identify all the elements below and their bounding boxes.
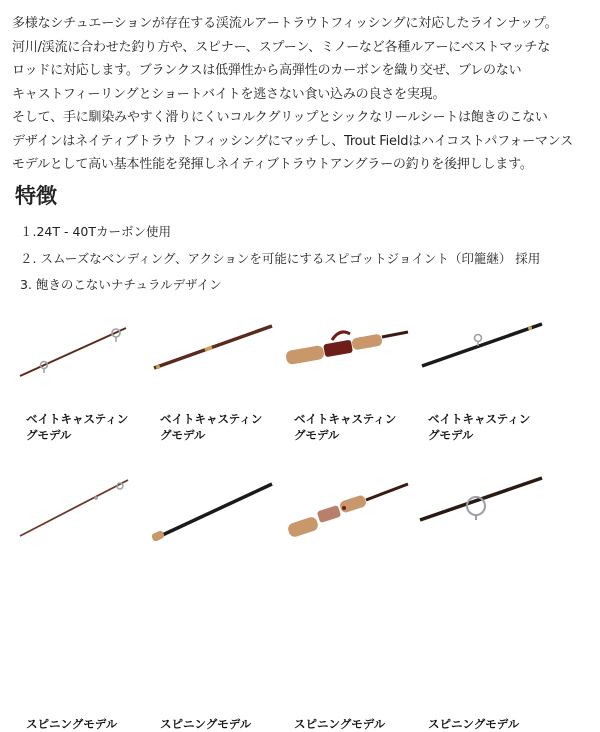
product-card-baitcasting-3[interactable] — [284, 318, 418, 468]
feature-item: １.24T - 40Tカーボン使用 — [20, 224, 172, 239]
intro-line: ロッドに対応します。ブランクスは低弾性から高弾性のカーボンを織り交ぜ、ブレのない — [12, 63, 522, 78]
rod-guide-image — [418, 318, 544, 402]
rod-tip-image — [16, 318, 142, 402]
product-card-baitcasting-4[interactable] — [418, 318, 552, 468]
intro-text — [12, 12, 592, 177]
product-label: ベイトキャスティン グモデル — [26, 412, 129, 442]
product-card-spinning-3[interactable] — [284, 468, 418, 731]
features-heading: 特徴 — [15, 184, 57, 208]
feature-item: ２. スムーズなベンディング、アクションを可能にするスピゴットジョイント（印籠継） 採用 — [20, 250, 541, 266]
product-label: スピニングモデル — [428, 717, 520, 731]
intro-line: デザインはネイティブトラウ トフィッシングにマッチし、Trout Fieldはハイコストパフォーマンス — [12, 133, 573, 149]
product-card-spinning-1[interactable] — [16, 468, 150, 731]
product-card-baitcasting-2[interactable] — [150, 318, 284, 468]
rod-tip-image — [16, 468, 142, 552]
product-grid — [16, 318, 586, 731]
product-label: ベイトキャスティン グモデル — [160, 412, 263, 442]
intro-line: モデルとして高い基本性能を発揮しネイティブトラウトアングラーの釣りを後押しします。 — [12, 157, 533, 172]
feature-item: 3. 飽きのこないナチュラルデザイン — [20, 277, 222, 292]
product-label: ベイトキャスティン グモデル — [428, 412, 531, 442]
features-list — [20, 219, 540, 299]
product-label: スピニングモデル — [26, 717, 118, 731]
product-label: ベイトキャスティン グモデル — [294, 412, 397, 442]
product-card-spinning-2[interactable] — [150, 468, 284, 731]
rod-blank-image — [150, 468, 276, 552]
intro-line: 河川/渓流に合わせた釣り方や、スピナー、スプーン、ミノーなど各種ルアーにベストマッチな — [12, 39, 551, 55]
rod-guide-image — [418, 468, 544, 552]
product-label: スピニングモデル — [294, 717, 386, 731]
product-label: スピニングモデル — [160, 717, 252, 731]
intro-line: キャストフィーリングとショートバイトを逃さない食い込みの良さを実現。 — [12, 86, 446, 102]
rod-blank-image — [150, 318, 276, 402]
intro-line: 多様なシチュエーションが存在する渓流ルアートラウトフィッシングに対応したラインナップ。 — [12, 16, 558, 31]
rod-handle-image — [284, 468, 410, 552]
product-card-baitcasting-1[interactable] — [16, 318, 150, 468]
product-card-spinning-4[interactable] — [418, 468, 552, 731]
intro-line: そして、手に馴染みやすく滑りにくいコルクグリップとシックなリールシートは飽きのこない — [12, 110, 548, 125]
rod-handle-image — [284, 318, 410, 402]
